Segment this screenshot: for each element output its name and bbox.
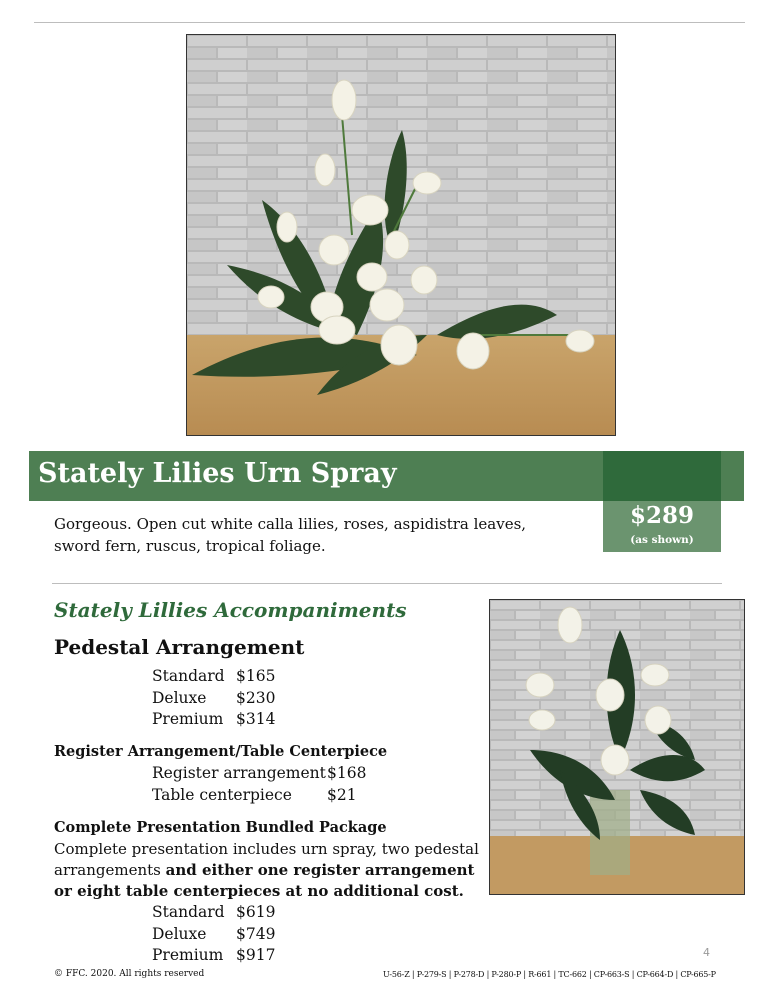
price-note: (as shown) [630,534,694,546]
bundle-standard-label: Standard [152,903,225,921]
product-description: Gorgeous. Open cut white calla lilies, roses, aspidistra leaves, sword fern, ruscus, tropical foliage. [54,515,527,555]
table-centerpiece-price: $21 [327,786,357,804]
bundle-deluxe-price: $749 [236,925,276,943]
top-rule [34,22,745,23]
pedestal-deluxe-price: $230 [236,689,276,707]
copyright: © FFC. 2020. All rights reserved [54,969,205,979]
bundle-text-plain: Complete presentation includes urn spray, two pedestal arrangements [54,840,479,879]
product-price: $289 [629,502,694,529]
section-rule [52,583,722,584]
bundle-premium-label: Premium [152,946,224,964]
bundle-heading: Complete Presentation Bundled Package [54,819,387,836]
page-number: 4 [703,946,710,959]
bundle-text-bold: and either one register arrangement or eight table centerpieces at no additional cost. [54,861,475,900]
table-centerpiece-label: Table centerpiece [152,786,292,804]
pedestal-arrangement-photo [489,599,745,895]
accompaniments-heading: Stately Lillies Accompaniments [54,598,407,622]
pedestal-premium-label: Premium [152,710,224,728]
register-heading: Register Arrangement/Table Centerpiece [54,743,388,760]
bundle-deluxe-label: Deluxe [152,925,207,943]
bundle-standard-price: $619 [236,903,276,921]
pedestal-standard-price: $165 [236,667,276,685]
urn-spray-photo [186,34,616,436]
register-arrangement-price: $168 [327,764,367,782]
product-codes: U-56-Z | P-279-S | P-278-D | P-280-P | R-661 | TC-662 | CP-663-S | CP-664-D | CP-665-P [383,970,716,979]
bundle-premium-price: $917 [236,946,276,964]
pedestal-heading: Pedestal Arrangement [54,635,305,659]
pedestal-deluxe-label: Deluxe [152,689,207,707]
product-title: Stately Lilies Urn Spray [38,458,397,489]
register-arrangement-label: Register arrangement [152,764,326,782]
pedestal-standard-label: Standard [152,667,225,685]
pedestal-premium-price: $314 [236,710,276,728]
bundle-description [54,839,494,902]
